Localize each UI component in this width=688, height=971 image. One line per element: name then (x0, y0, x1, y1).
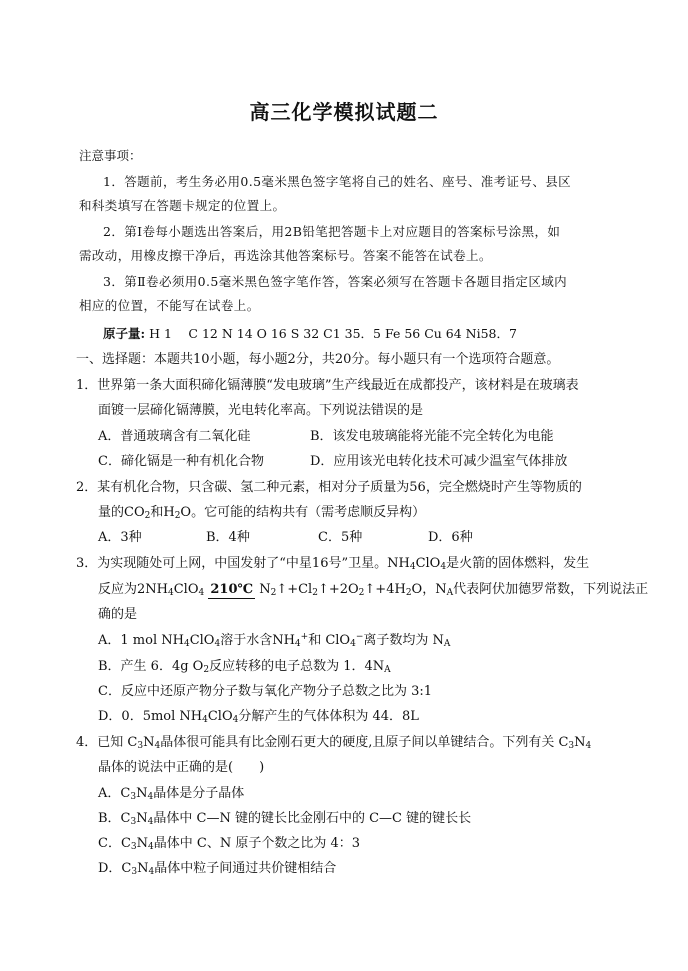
reaction-condition: 210℃ (210, 582, 254, 597)
q2-option-b: B．4种 (206, 530, 250, 545)
q3-stem-line-2: 反应为$2NH_4ClO_4$ 210℃ $N_2↑+Cl_2↑+2O_2↑+4H_2O$，$N_A$代表阿伏加德罗常数，下列说法正 (98, 582, 649, 598)
atomic-masses (103, 324, 517, 342)
q1-option-c: C．碲化镉是一种有机化合物 (98, 454, 264, 469)
page-title: 高三化学模拟试题二 (249, 100, 439, 124)
q3-option-c: C．反应中还原产物分子数与氧化产物分子总数之比为 3:1 (98, 684, 433, 699)
q1-stem-line-1: 1．世界第一条大面积碲化镉薄膜“发电玻璃”生产线最近在成都投产，该材料是在玻璃表 (76, 378, 579, 393)
notice-item-1-line-1: 1．答题前，考生务必用0.5毫米黑色签字笔将自己的姓名、座号、准考证号、县区 (103, 174, 572, 189)
q2-stem-line-2: 量的$CO_2$和$H_2O$。它可能的结构共有（需考虑顺反异构） (98, 505, 426, 521)
notice-item-3-line-1: 3．第Ⅱ卷必须用0.5毫米黑色签字笔作答，答案必须写在答题卡各题目指定区域内 (103, 274, 568, 289)
q4-option-d: D．$C_3N_4$晶体中粒子间通过共价键相结合 (98, 861, 337, 877)
q1-option-b: B．该发电玻璃能将光能不完全转化为电能 (310, 429, 554, 444)
q3-option-a: A．1 mol $NH_4ClO_4$溶于水含$NH_4^+$和 ClO$_4$−离子数均为 $N_A$ (98, 632, 451, 649)
q3-stem-line-3: 确的是 (98, 607, 138, 622)
q4-stem-line-2: 晶体的说法中正确的是( ) (98, 760, 265, 775)
q4-option-b: B．$C_3N_4$晶体中 C—N 键的键长比金刚石中的 C—C 键的键长长 (98, 811, 472, 827)
q2-stem-line-1: 2．某有机化合物，只含碳、氢二种元素，相对分子质量为56，完全燃烧时产生等物质的 (76, 480, 582, 495)
notice-item-2-line-2: 需改动，用橡皮擦干净后，再选涂其他答案标号。答案不能答在试卷上。 (79, 248, 492, 263)
q3-option-d: D．0．5mol $NH_4ClO_4$分解产生的气体体积为 44．8L (98, 709, 419, 725)
atomic-masses-label: 原子量: (103, 326, 146, 341)
notice-item-1-line-2: 和科类填写在答题卡规定的位置上。 (79, 198, 286, 213)
atomic-masses-values: H 1 C 12 N 14 O 16 S 32 C1 35．5 Fe 56 Cu 64 Ni58．7 (149, 326, 517, 341)
q1-option-a: A．普通玻璃含有二氧化硅 (98, 429, 251, 444)
q2-option-d: D．6种 (428, 530, 473, 545)
q3-stem-line-1: 3．为实现随处可上网，中国发射了“中星16号”卫星。$NH_4ClO_4$是火箭的固体燃料，发生 (76, 556, 590, 572)
notice-item-3-line-2: 相应的位置，不能写在试卷上。 (79, 298, 260, 313)
q1-stem-line-2: 面镀一层碲化镉薄膜，光电转化率高。下列说法错误的是 (98, 403, 424, 418)
q2-option-a: A．3种 (98, 530, 142, 545)
q4-option-a: A．$C_3N_4$晶体是分子晶体 (98, 786, 245, 802)
notice-heading: 注意事项： (79, 148, 142, 163)
q3-option-b: B．产生 6．4g $O_2$反应转移的电子总数为 1．$4N_A$ (98, 659, 391, 675)
q2-option-c: C．5种 (318, 530, 363, 545)
q4-option-c: C．$C_3N_4$晶体中 C、N 原子个数之比为 4：3 (98, 836, 361, 852)
notice-item-2-line-1: 2．第Ⅰ卷每小题选出答案后，用2B铅笔把答题卡上对应题目的答案标号涂黑，如 (103, 224, 561, 239)
section-heading: 一、选择题：本题共10小题，每小题2分，共20分。每小题只有一个选项符合题意。 (76, 352, 560, 367)
q1-option-d: D．应用该光电转化技术可减少温室气体排放 (310, 454, 568, 469)
q4-stem-line-1: 4．已知 $C_3N_4$晶体很可能具有比金刚石更大的硬度,且原子间以单键结合。下列有关 $C_3N_4$ (76, 735, 592, 751)
